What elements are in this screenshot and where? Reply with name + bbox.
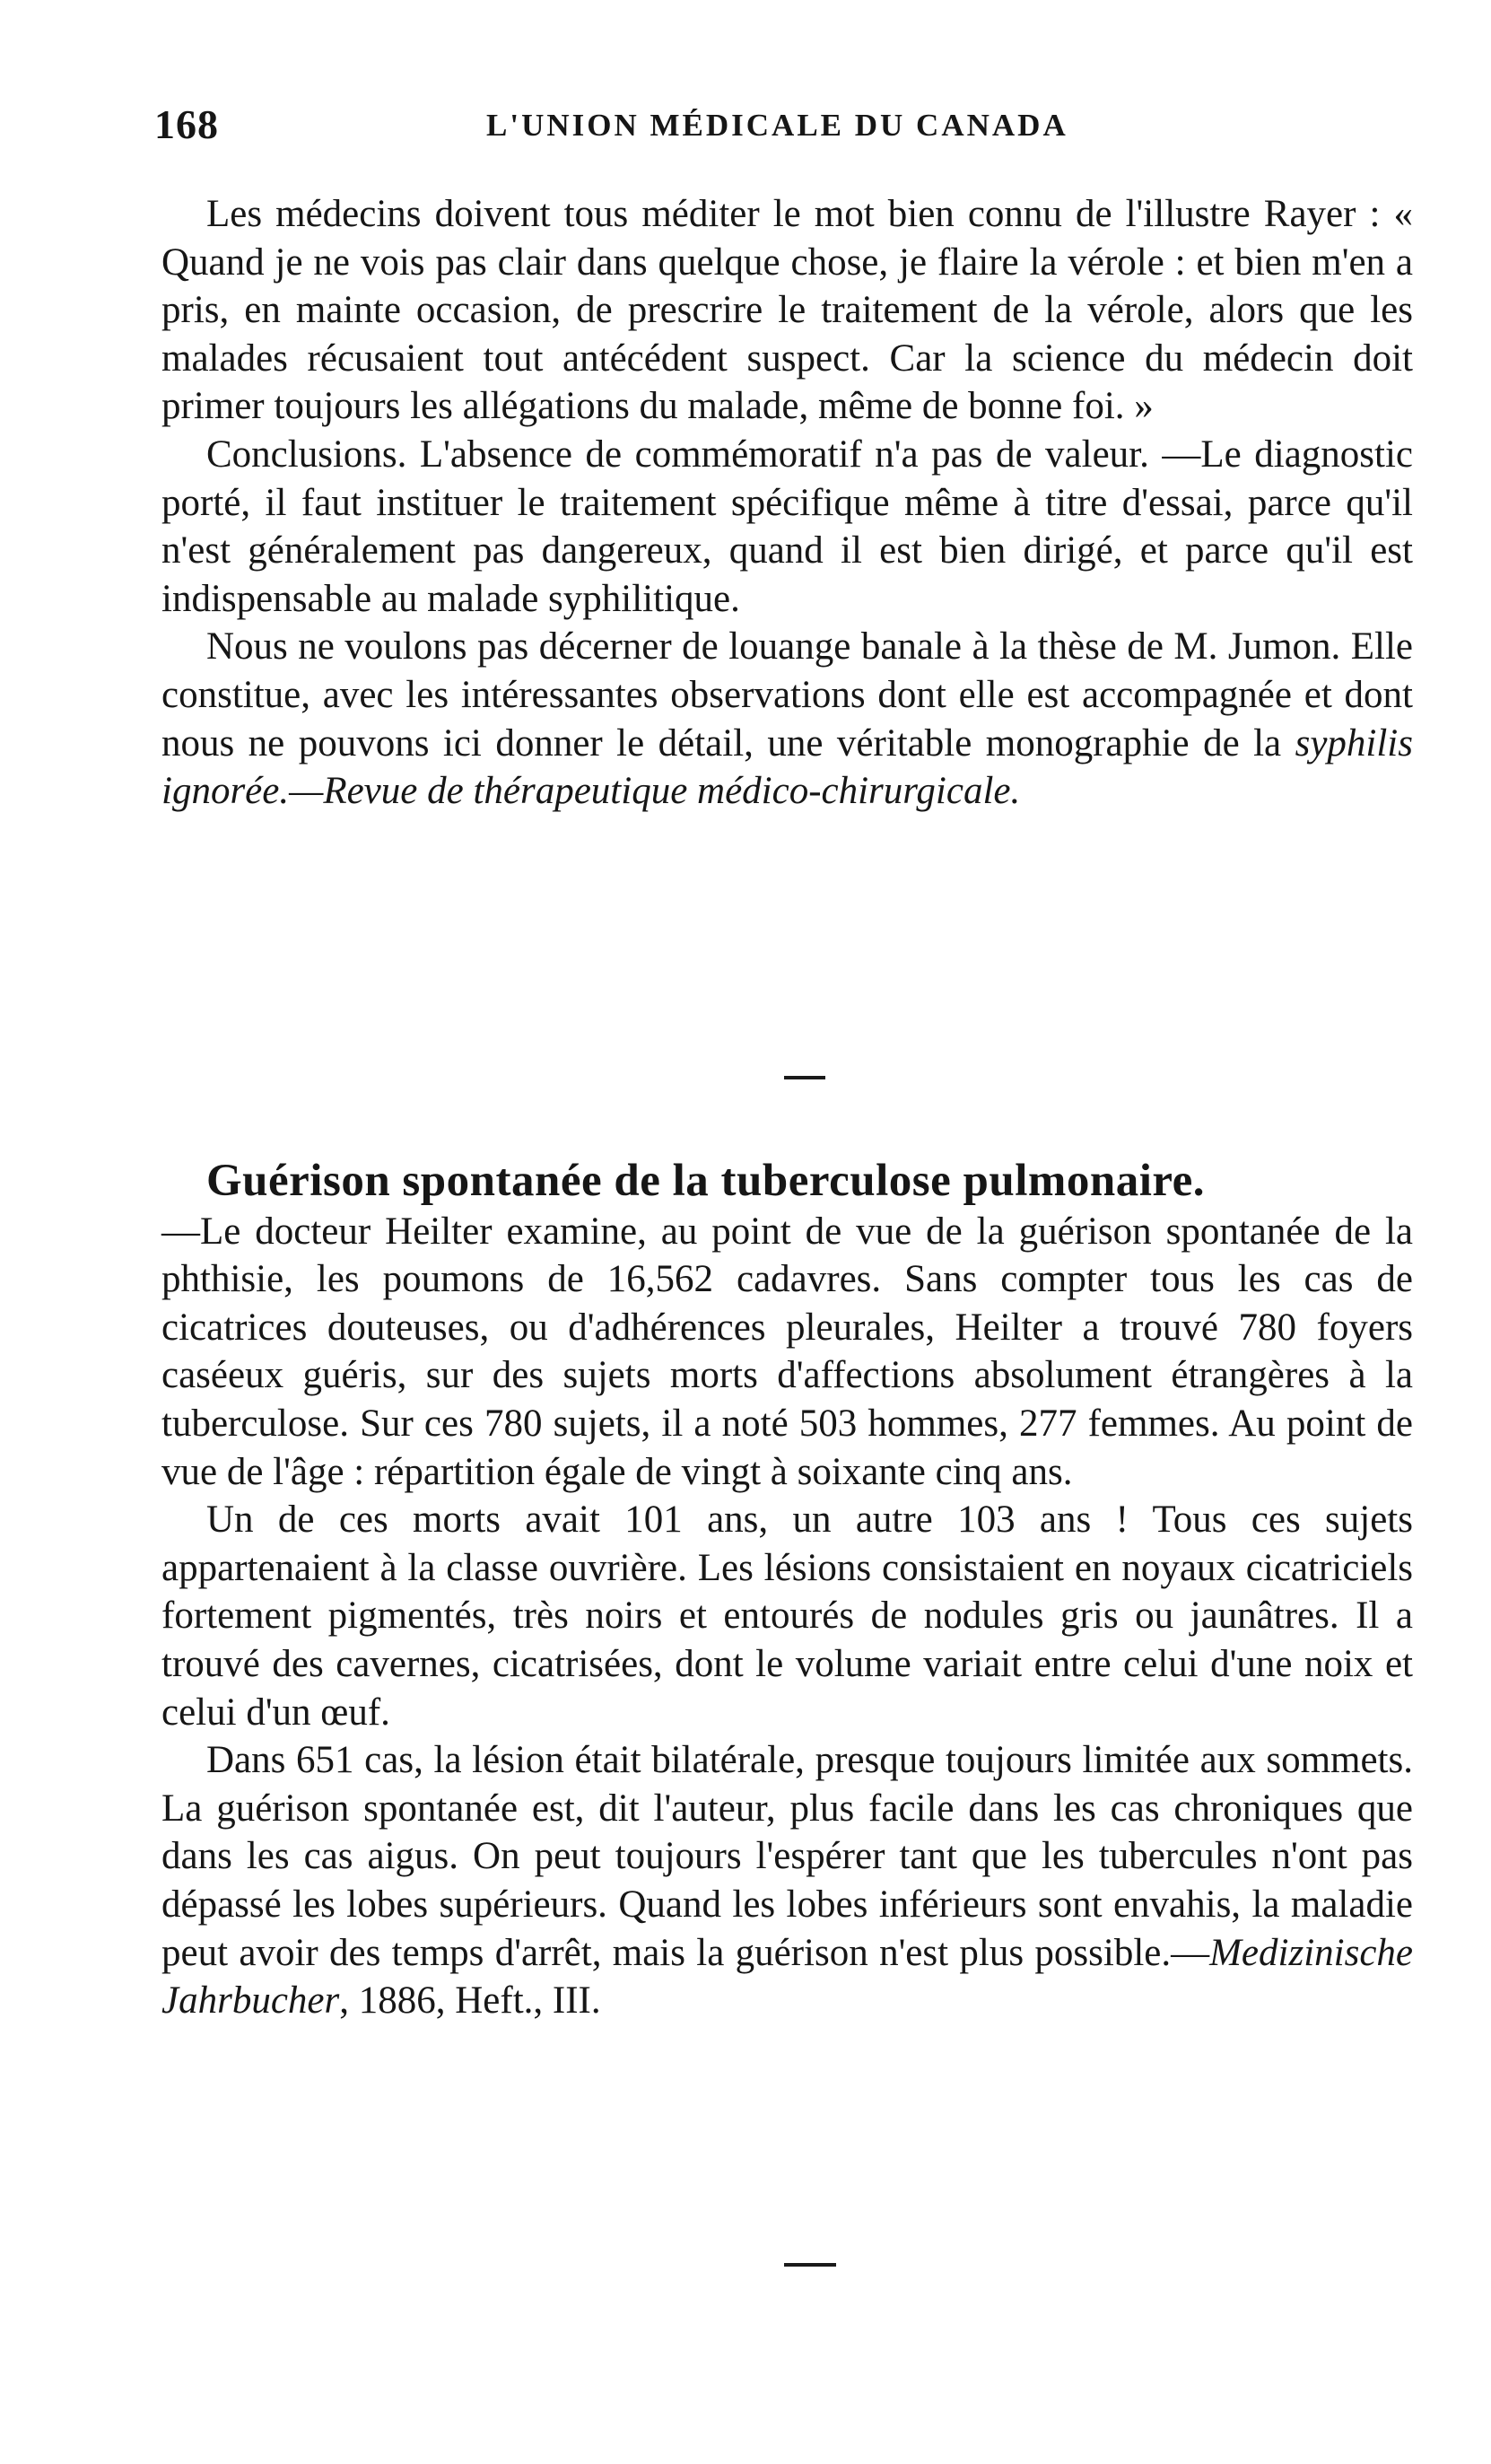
source-citation: syphilis ignorée.—Revue de thérapeutique médico-chirurgicale. xyxy=(161,721,1413,813)
paragraph: Conclusions. L'absence de commémoratif n'a pas de valeur. —Le diagnostic porté, il faut instituer le traitement spécifique même à titre d'essai, parce qu'il n'est généralement pas dangereux, quand il est bien dirigé, et parce qu'il est indispensable au malade syphilitique. xyxy=(161,433,1413,620)
paragraph xyxy=(161,1158,1413,1496)
paragraph xyxy=(161,623,1413,815)
page-number: 168 xyxy=(154,101,219,147)
paragraph: Les médecins doivent tous méditer le mot bien connu de l'illustre Rayer : « Quand je ne vois pas clair dans quelque chose, je flaire la vérole : et bien m'en a pris, en mainte occasion, de prescrire le traitement de la vérole, alors que les malades récusaient tout antécédent suspect. Car la science du médecin doit primer toujours les allégations du malade, même de bonne foi. » xyxy=(161,193,1413,428)
section-divider xyxy=(784,1076,825,1079)
paragraph-text: Nous ne voulons pas décerner de louange banale à la thèse de M. Jumon. Elle constitue, avec les intéressantes observations dont elle est accompagnée et dont nous ne pouvons ici donner le détail, une véritable monographie de la xyxy=(161,625,1413,765)
paragraph-text: Dans 651 cas, la lésion était bilatérale, presque toujours limitée aux sommets. La guérison spontanée est, dit l'auteur, plus facile dans les cas chroniques que dans les cas aigus. On peut toujours l'espérer tant que les tubercules n'ont pas dépassé les lobes supérieurs. Quand les lobes inférieurs sont envahis, la maladie peut avoir des temps d'arrêt, mais la guérison n'est plus possible.— xyxy=(161,1739,1413,1974)
source-citation: Medizinische Jahrbucher xyxy=(161,1931,1413,2023)
end-divider xyxy=(784,2263,836,2267)
article-title: Guérison spontanée de la tuberculose pulmonaire. xyxy=(206,1156,1206,1206)
article-1 xyxy=(161,190,1413,816)
paragraph-text: —Le docteur Heilter examine, au point de vue de la guérison spontanée de la phthisie, les poumons de 16,562 cadavres. Sans compter tous les cas de cicatrices douteuses, ou d'adhérences pleurales, Heilter a trouvé 780 foyers caséeux guéris, sur des sujets morts d'affections absolument étrangères à la tuberculose. Sur ces 780 sujets, il a noté 503 hommes, 277 femmes. Au point de vue de l'âge : répartition égale de vingt à soixante cinq ans. xyxy=(161,1210,1413,1493)
page-header xyxy=(154,100,1410,154)
article-2 xyxy=(161,1158,1413,2025)
paragraph: Un de ces morts avait 101 ans, un autre 103 ans ! Tous ces sujets appartenaient à la classe ouvrière. Les lésions consistaient en noyaux cicatriciels fortement pigmentés, très noirs et entourés de nodules gris ou jaunâtres. Il a trouvé des cavernes, cicatrisées, dont le volume variait entre celui d'une noix et celui d'un œuf. xyxy=(161,1498,1413,1734)
citation-end: , 1886, Heft., III. xyxy=(339,1979,601,2023)
running-title: L'UNION MÉDICALE DU CANADA xyxy=(486,108,1068,143)
paragraph xyxy=(161,1736,1413,2025)
